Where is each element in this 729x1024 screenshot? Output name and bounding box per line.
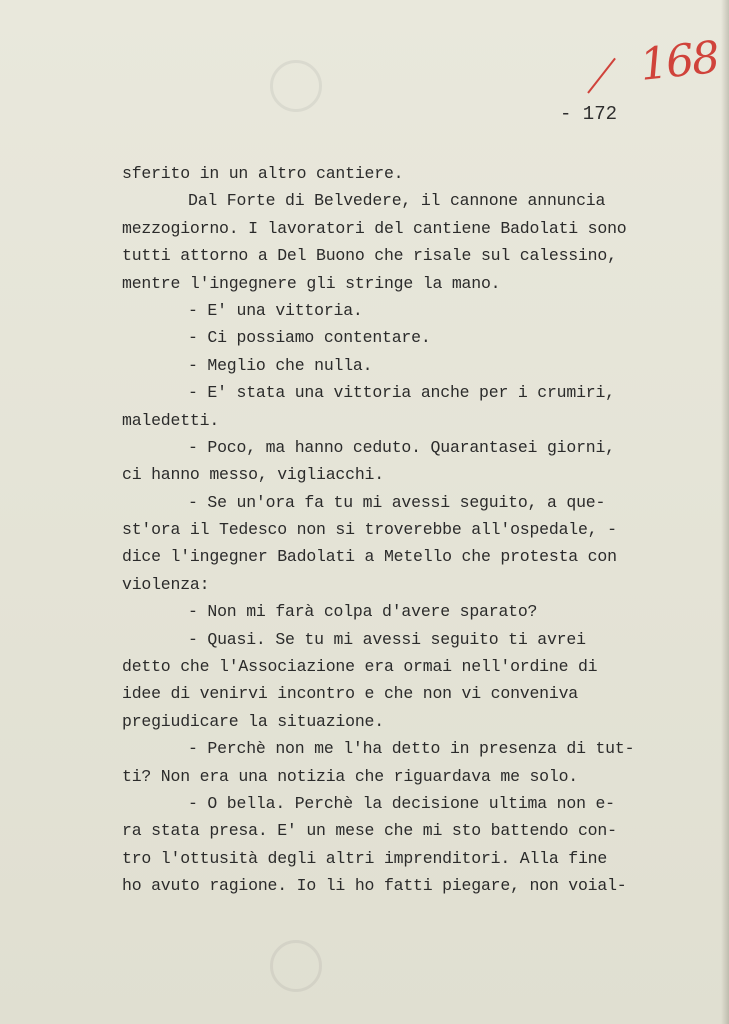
text-line: - Non mi farà colpa d'avere sparato? xyxy=(188,602,538,622)
text-line: - Meglio che nulla. xyxy=(188,355,373,375)
typed-page-number: - 172 xyxy=(560,103,618,125)
text-line: - E' una vittoria. xyxy=(188,300,363,320)
text-line: ra stata presa. E' un mese che mi sto battendo con- xyxy=(122,821,617,841)
text-line: ci hanno messo, vigliacchi. xyxy=(122,465,384,485)
text-line: - E' stata una vittoria anche per i crumiri, xyxy=(188,383,615,403)
text-line: detto che l'Associazione era ormai nell'ordine di xyxy=(122,657,598,677)
text-line: idee di venirvi incontro e che non vi conveniva xyxy=(122,684,578,704)
text-line: - Se un'ora fa tu mi avessi seguito, a que- xyxy=(188,492,606,512)
text-line: - Perchè non me l'ha detto in presenza di tut- xyxy=(188,739,635,759)
text-line: ti? Non era una notizia che riguardava me solo. xyxy=(122,766,578,786)
text-line: mezzogiorno. I lavoratori del cantiene Badolati sono xyxy=(122,218,627,238)
text-line: - Quasi. Se tu mi avessi seguito ti avrei xyxy=(188,629,586,649)
text-line: Dal Forte di Belvedere, il cannone annuncia xyxy=(188,191,606,211)
text-line: - Ci possiamo contentare. xyxy=(188,328,431,348)
text-line: pregiudicare la situazione. xyxy=(122,711,384,731)
text-line: maledetti. xyxy=(122,410,220,430)
text-line: dice l'ingegner Badolati a Metello che protesta con xyxy=(122,547,617,567)
text-line: - Poco, ma hanno ceduto. Quarantasei giorni, xyxy=(188,437,615,457)
text-line: ho avuto ragione. Io li ho fatti piegare, non voial- xyxy=(122,876,627,896)
watermark-mark xyxy=(270,940,322,992)
page-number-strike xyxy=(587,58,616,94)
watermark-mark xyxy=(270,60,322,112)
text-line: violenza: xyxy=(122,574,210,594)
handwritten-page-number: 168 xyxy=(637,32,721,91)
text-line: mentre l'ingegnere gli stringe la mano. xyxy=(122,273,501,293)
text-line: tutti attorno a Del Buono che risale sul calessino, xyxy=(122,246,617,266)
text-line: st'ora il Tedesco non si troverebbe all'ospedale, - xyxy=(122,520,617,540)
text-line: tro l'ottusità degli altri imprenditori. Alla fine xyxy=(122,848,608,868)
text-line: - O bella. Perchè la decisione ultima non e- xyxy=(188,793,615,813)
typed-text-body xyxy=(122,160,642,900)
text-line: sferito in un altro cantiere. xyxy=(122,164,404,183)
